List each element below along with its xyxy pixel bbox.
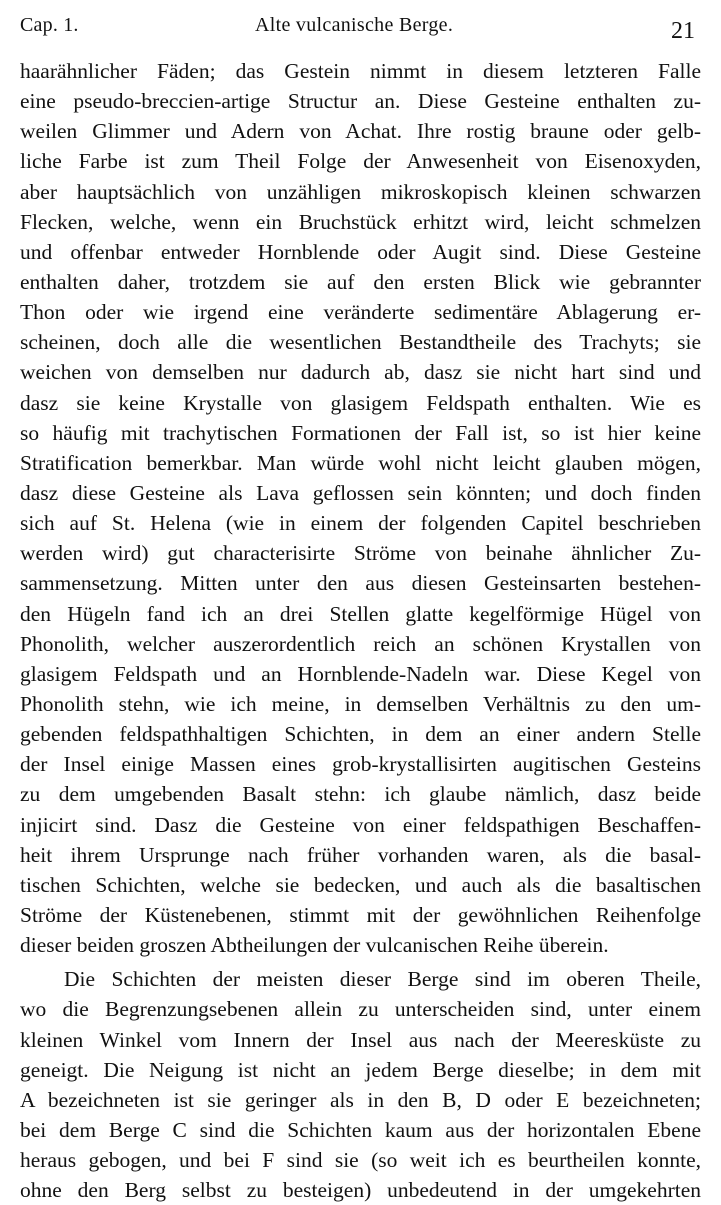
- running-title: Alte vulcanische Berge.: [255, 14, 454, 36]
- text-line: Ströme der Küstenebenen, stimmt mit der gewöhnlichen Reihenfolge: [20, 902, 701, 927]
- text-line: Flecken, welche, wenn ein Bruchstück erhitzt wird, leicht schmelzen: [20, 209, 701, 234]
- text-line: enthalten daher, trotzdem sie auf den ersten Blick wie gebrannter: [20, 269, 701, 294]
- text-line: injicirt sind. Dasz die Gesteine von einer feldspathigen Beschaffen-: [20, 812, 701, 837]
- text-line: werden wird) gut characterisirte Ströme von beinahe ähnlicher Zu-: [20, 541, 701, 566]
- text-line: und offenbar entweder Hornblende oder Augit sind. Diese Gesteine: [20, 239, 701, 264]
- text-line: ohne den Berg selbst zu besteigen) unbedeutend in der umgekehrten: [20, 1178, 701, 1203]
- paragraph-2: [20, 964, 701, 1205]
- text-line: der Insel einige Massen eines grob-krystallisirten augitischen Gesteins: [20, 752, 701, 777]
- text-line: den Hügeln fand ich an drei Stellen glatte kegelförmige Hügel von: [20, 601, 701, 626]
- running-head: [20, 8, 701, 44]
- text-line: geneigt. Die Neigung ist nicht an jedem Berge dieselbe; in dem mit: [20, 1057, 701, 1082]
- body-text: [20, 56, 701, 1205]
- text-line: dieser beiden groszen Abtheilungen der vulcanischen Reihe überein.: [20, 933, 609, 958]
- text-line: wo die Begrenzungsebenen allein zu unterscheiden sind, unter einem: [20, 997, 701, 1022]
- text-line: Thon oder wie irgend eine veränderte sedimentäre Ablagerung er-: [20, 300, 701, 325]
- text-line: heit ihrem Ursprunge nach früher vorhanden waren, als die basal-: [20, 842, 701, 867]
- text-line: liche Farbe ist zum Theil Folge der Anwesenheit von Eisenoxyden,: [20, 149, 701, 174]
- text-line: Die Schichten der meisten dieser Berge sind im oberen Theile,: [64, 967, 701, 992]
- text-line: glasigem Feldspath und an Hornblende-Nadeln war. Diese Kegel von: [20, 661, 701, 686]
- text-line: aber hauptsächlich von unzähligen mikroskopisch kleinen schwarzen: [20, 179, 701, 204]
- text-line: sich auf St. Helena (wie in einem der folgenden Capitel beschrieben: [20, 511, 701, 536]
- text-line: gebenden feldspathhaltigen Schichten, in dem an einer andern Stelle: [20, 722, 701, 747]
- text-line: haarähnlicher Fäden; das Gestein nimmt in diesem letzteren Falle: [20, 59, 701, 83]
- text-line: zu dem umgebenden Basalt stehn: ich glaube nämlich, dasz beide: [20, 782, 701, 807]
- text-line: so häufig mit trachytischen Formationen der Fall ist, so ist hier keine: [20, 420, 701, 445]
- text-line: Stratification bemerkbar. Man würde wohl nicht leicht glauben mögen,: [20, 450, 701, 475]
- text-line: weilen Glimmer und Adern von Achat. Ihre rostig braune oder gelb-: [20, 119, 701, 144]
- text-line: bei dem Berge C sind die Schichten kaum aus der horizontalen Ebene: [20, 1117, 701, 1142]
- text-line: tischen Schichten, welche sie bedecken, und auch als die basaltischen: [20, 872, 701, 897]
- text-line: sammensetzung. Mitten unter den aus diesen Gesteinsarten bestehen-: [20, 571, 701, 596]
- text-line: Phonolith, welcher auszerordentlich reich an schönen Krystallen von: [20, 631, 701, 656]
- paragraph-1: [20, 56, 701, 960]
- text-line: scheinen, doch alle die wesentlichen Bestandtheile des Trachyts; sie: [20, 330, 701, 355]
- text-line: kleinen Winkel vom Innern der Insel aus nach der Meeresküste zu: [20, 1027, 701, 1052]
- text-line: dasz sie keine Krystalle von glasigem Feldspath enthalten. Wie es: [20, 390, 701, 415]
- text-line: dasz diese Gesteine als Lava geflossen sein könnten; und doch finden: [20, 480, 701, 505]
- text-line: A bezeichneten ist sie geringer als in den B, D oder E bezeichneten;: [20, 1087, 701, 1112]
- page-number: 21: [671, 18, 695, 44]
- text-line: weichen von demselben nur dadurch ab, dasz sie nicht hart sind und: [20, 360, 701, 385]
- text-line: Phonolith stehn, wie ich meine, in demselben Verhältnis zu den um-: [20, 691, 701, 716]
- text-line: eine pseudo-breccien-artige Structur an. Diese Gesteine enthalten zu-: [20, 89, 701, 114]
- text-line: heraus gebogen, und bei F sind sie (so weit ich es beurtheilen konnte,: [20, 1148, 701, 1173]
- chapter-label: Cap. 1.: [20, 14, 79, 36]
